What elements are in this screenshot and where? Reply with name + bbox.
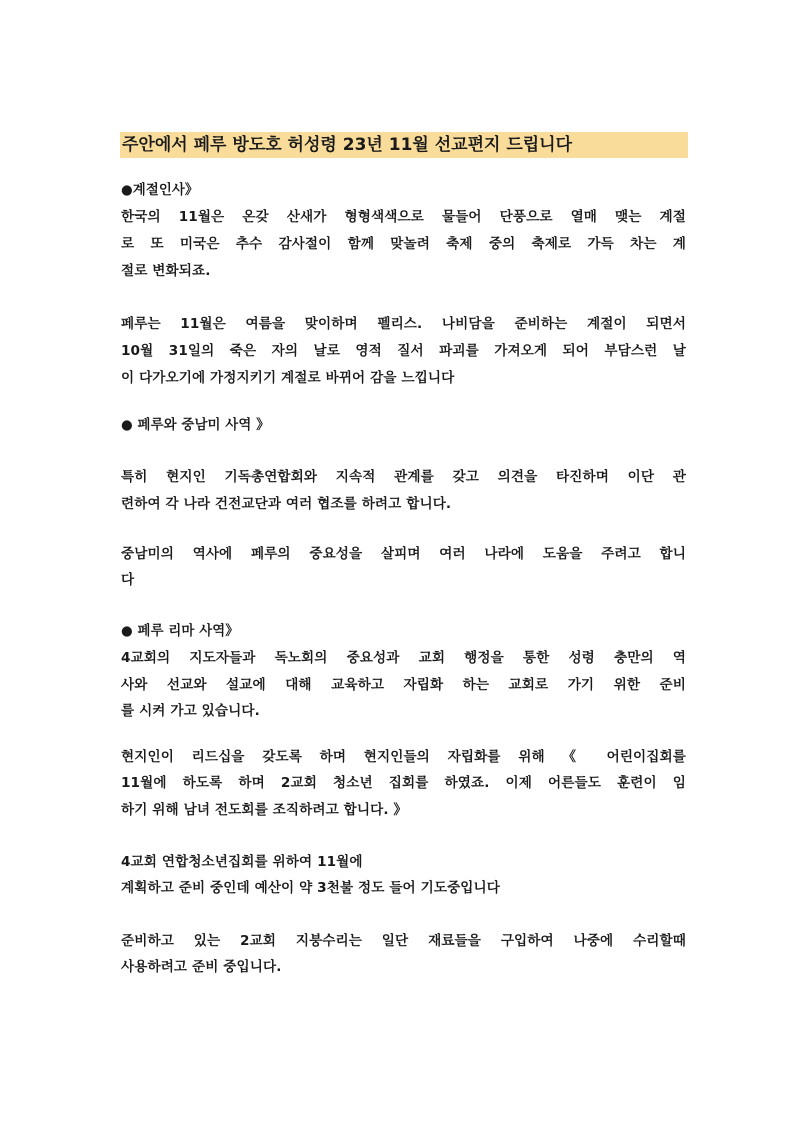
roof-repair-line-2: 사용하려고 준비 중입니다. bbox=[121, 959, 282, 975]
lima-line-2: 사와 선교와 설교에 대해 교육하고 자립화 하는 교회로 가기 위한 준비 bbox=[121, 677, 686, 693]
youth-gathering-line-2: 계획하고 준비 중인데 예산이 약 3천불 정도 들어 기도중입니다 bbox=[121, 880, 501, 896]
section-heading-lima: ● 페루 리마 사역》 bbox=[121, 624, 239, 639]
youth-gathering-line-1: 4교회 연합청소년집회를 위하여 11월에 bbox=[121, 854, 363, 870]
greeting-line-1: 한국의 11월은 온갖 산새가 형형색색으로 물들어 단풍으로 열매 맺는 계절 bbox=[121, 209, 686, 225]
latin-america-line-2: 련하여 각 나라 건전교단과 여러 협조를 하려고 합니다. bbox=[121, 496, 452, 512]
leadership-line-2: 11월에 하도록 하며 2교회 청소년 집회를 하였죠. 이제 어른들도 훈련이 임 bbox=[121, 775, 686, 791]
peru-season-line-2: 10월 31일의 죽은 자의 날로 영적 질서 파괴를 가져오게 되어 부담스런 날 bbox=[121, 343, 686, 359]
greeting-line-3: 절로 변화되죠. bbox=[121, 263, 211, 279]
letter-title: 주안에서 페루 방도호 허성령 23년 11월 선교편지 드립니다 bbox=[120, 132, 688, 158]
section-heading-greeting: ●계절인사》 bbox=[121, 183, 199, 198]
peru-season-line-3: 이 다가오기에 가정지키기 계절로 바뀌어 감을 느낍니다 bbox=[121, 370, 455, 386]
roof-repair-line-1: 준비하고 있는 2교회 지붕수리는 일단 재료들을 구입하여 나중에 수리할때 bbox=[121, 933, 686, 949]
greeting-line-2: 로 또 미국은 추수 감사절이 함께 맞놀려 축제 중의 축제로 가득 차는 계 bbox=[121, 236, 686, 252]
leadership-line-1: 현지인이 리드십을 갖도록 하며 현지인들의 자립화를 위해 《 어린이집회를 bbox=[121, 749, 686, 765]
peru-season-line-1: 페루는 11월은 여름을 맞이하며 펠리스. 나비담을 준비하는 계절이 되면서 bbox=[121, 316, 686, 332]
lima-line-3: 를 시켜 가고 있습니다. bbox=[121, 703, 260, 719]
lima-line-1: 4교회의 지도자들과 독노회의 중요성과 교회 행정을 통한 성령 충만의 역 bbox=[121, 650, 686, 666]
latin-america-history-line-1: 중남미의 역사에 페루의 중요성을 살피며 여러 나라에 도움을 주려고 합니 bbox=[121, 546, 686, 562]
latin-america-history-line-2: 다 bbox=[121, 572, 135, 588]
latin-america-line-1: 특히 현지인 기독총연합회와 지속적 관계를 갖고 의견을 타진하며 이단 관 bbox=[121, 469, 686, 485]
leadership-line-3: 하기 위해 남녀 전도회를 조직하려고 합니다. 》 bbox=[121, 802, 408, 818]
section-heading-latin-america: ● 페루와 중남미 사역 》 bbox=[121, 418, 270, 433]
